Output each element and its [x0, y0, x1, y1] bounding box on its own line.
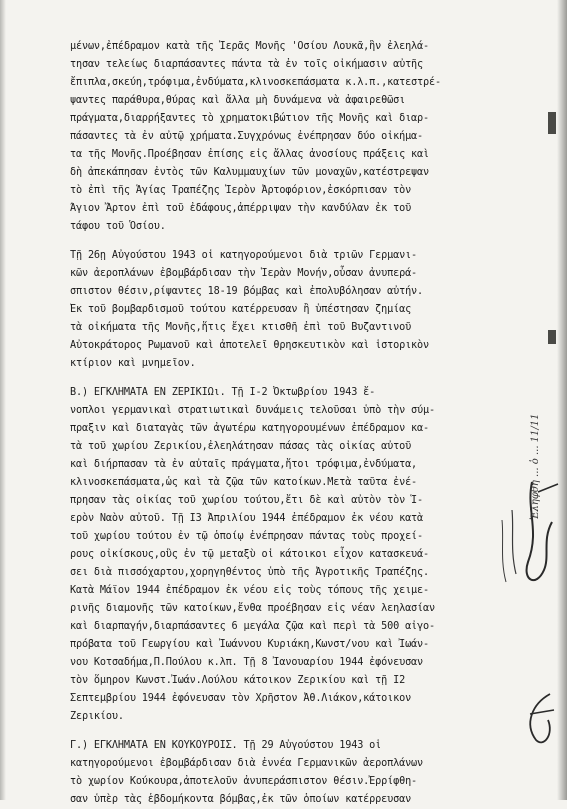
margin-note: Ἐλήφθη ... ὁ ... 11/11 [530, 413, 541, 520]
text-line: Αὐτοκράτορος Ρωμανοῦ καὶ ἀποτελεῖ θρησκευτικὸν καὶ ἱστορικὸν [70, 340, 430, 351]
edge-mark [548, 112, 556, 134]
text-line: τάφου τοῦ Ὁσίου. [70, 221, 166, 232]
text-line: τοῦ χωρίου τούτου ἐν τῷ ὁποίῳ ἐνέπρησαν πάντας τοὺς προχεί- [70, 531, 424, 542]
text-line: Κατὰ Μάϊον 1944 ἐπέδραμον ἐκ νέου εἰς τοὺς τόπους τῆς χειμε- [70, 585, 430, 596]
text-line: σει διὰ πισσόχαρτου,χορηγηθέντος ὑπὸ τῆς Ἀγροτικῆς Τραπέζης. [70, 567, 430, 578]
text-line: τὸ χωρίον Κούκουρα,ἀποτελοῦν ἀνυπεράσπιστον θέσιν.Ἐρρίφθη- [70, 776, 418, 787]
edge-mark [548, 330, 556, 344]
text-line: Ἐκ τοῦ βομβαρδισμοῦ τούτου κατέρρευσαν ἢ ὑπέστησαν ζημίας [70, 304, 412, 315]
text-line: Β.) ΕΓΚΛΗΜΑΤΑ ΕΝ ΖΕΡΙΚΙΩι. Τῇ Ι-2 Ὀκτωβρίου 1943 ἔ- [70, 387, 376, 398]
text-line: σπιστον θέσιν,ρίψαντες 18-19 βόμβας καὶ ἐπολυβόλησαν αὐτήν. [70, 286, 424, 297]
text-line: μένων,ἐπέδραμον κατὰ τῆς Ἱερᾶς Μονῆς 'Οσίου Λουκᾶ,ἣν ἐλεηλά- [70, 41, 430, 52]
text-line: τὸν ὅμηρον Κωνστ.Ἰωάν.Λούλου κάτοικον Ζερικίου καὶ τῇ Ι2 [70, 675, 406, 686]
text-line: τὰ οἰκήματα τῆς Μονῆς,ἥτις ἔχει κτισθῆ ἐπὶ τοῦ Βυζαντινοῦ [70, 322, 412, 333]
text-line [70, 726, 510, 737]
text-line: νου Κοτσαδήμα,Π.Πούλου κ.λπ. Τῇ 8 Ἰανουαρίου 1944 ἐφόνευσαν [70, 657, 424, 668]
text-line: πράγματα,διαρρήξαντες τὸ χρηματοκιβώτιον τῆς Μονῆς καὶ διαρ- [70, 113, 430, 124]
text-line: ερὸν Ναὸν αὐτοῦ. Τῇ Ι3 Ἀπριλίου 1944 ἐπέδραμον ἐκ νέου κατὰ [70, 513, 424, 524]
text-line: Τῇ 26ῃ Αὐγούστου 1943 οἱ κατηγορούμενοι διὰ τριῶν Γερμανι- [70, 250, 418, 261]
text-line: σαν ὑπὲρ τὰς ἑβδομήκοντα βόμβας,ἐκ τῶν ὁποίων κατέρρευσαν [70, 794, 412, 805]
text-line: πρόβατα τοῦ Γεωργίου καὶ Ἰωάννου Κυριάκη,Κωνστ/νου καὶ Ἰωάν- [70, 639, 430, 650]
text-line: ρινῆς διαμονῆς τῶν κατοίκων,ἔνθα προέβησαν εἰς νέαν λεηλασίαν [70, 603, 435, 614]
text-line: τησαν τελείως διαρπάσαντες πάντα τὰ ἐν τοῖς οἰκήμασιν αὐτῆς [70, 59, 424, 70]
text-line: Ἅγιον Ἄρτον ἐπὶ τοῦ ἐδάφους,ἀπέρριψαν τὴν κανδύλαν ἐκ τοῦ [70, 203, 412, 214]
text-line: πάσαντες τὰ ἐν αὐτῷ χρήματα.Συγχρόνως ἐνέπρησαν δύο οἰκήμα- [70, 131, 424, 142]
text-line: καὶ διαρπαγήν,διαρπάσαντες 6 μεγάλα ζῷα καὶ περὶ τὰ 500 αἰγο- [70, 621, 435, 632]
handwritten-mark [520, 690, 560, 750]
text-line: δὴ ἀπεκάπησαν ἐντὸς τῶν Καλυμμαυχίων τῶν μοναχῶν,κατέστρεψαν [70, 167, 430, 178]
text-line: κατηγορούμενοι ἐβομβάρδισαν διὰ ἐννέα Γερμανικῶν ἀεροπλάνων [70, 758, 424, 769]
text-line: ἔπιπλα,σκεύη,τρόφιμα,ἐνδύματα,κλινοσκεπάσματα κ.λ.π.,κατεστρέ- [70, 77, 441, 88]
text-line: τὰ τοῦ χωρίου Ζερικίου,ἐλεηλάτησαν πάσας τὰς οἰκίας αὐτοῦ [70, 441, 412, 452]
text-line: τα τῆς Μονῆς.Προέβησαν ἐπίσης εἰς ἄλλας ἀνοσίους πράξεις καὶ [70, 149, 430, 160]
scan-edge-right [557, 0, 567, 800]
scan-edge-left [0, 0, 6, 800]
text-line: κλινοσκεπάσματα,ὡς καὶ τὰ ζῷα τῶν κατοίκων.Μετὰ ταῦτα ἐνέ- [70, 477, 418, 488]
text-line: τὸ ἐπὶ τῆς Ἁγίας Τραπέζης Ἱερὸν Ἀρτοφόριον,ἐσκόρπισαν τὸν [70, 185, 412, 196]
text-line: Γ.) ΕΓΚΛΗΜΑΤΑ ΕΝ ΚΟΥΚΟΥΡΟΙΣ. Τῇ 29 Αὐγούστου 1943 οἱ [70, 740, 382, 751]
text-line: κτίριον καὶ μνημεῖον. [70, 358, 196, 369]
text-line: καὶ διήρπασαν τὰ ἐν αὐταῖς πράγματα,ἤτοι τρόφιμα,ἐνδύματα, [70, 459, 418, 470]
text-line: Σεπτεμβρίου 1944 ἐφόνευσαν τὸν Χρῆστον Ἀθ.Λιάκον,κάτοικον [70, 693, 412, 704]
text-line: ψαντες παράθυρα,θύρας καὶ ἄλλα μὴ δυνάμενα νὰ ἀφαιρεθῶσι [70, 95, 406, 106]
text-line: ρους οἰκίσκους,οὓς ἐν τῷ μεταξὺ οἱ κάτοικοι εἶχον κατασκευά- [70, 549, 430, 560]
text-line [70, 373, 510, 384]
text-line [70, 236, 510, 247]
text-line: πραξιν καὶ διαταγὰς τῶν ἀγωτέρω κατηγορουμένων ἐπέδραμον κα- [70, 423, 430, 434]
text-line: Ζερικίου. [70, 711, 124, 722]
typewritten-text [70, 38, 510, 809]
text-line: νοπλοι γερμανικαὶ στρατιωτικαὶ δυνάμεις τελοῦσαι ὑπὸ τὴν σύμ- [70, 405, 435, 416]
text-line: πρησαν τὰς οἰκίας τοῦ χωρίου τούτου,ἔτι δὲ καὶ αὐτὸν τὸν Ἱ- [70, 495, 424, 506]
text-line: κῶν ἀεροπλάνων ἐβομβάρδισαν τὴν Ἱερὰν Μονήν,οὖσαν ἀνυπερά- [70, 268, 418, 279]
